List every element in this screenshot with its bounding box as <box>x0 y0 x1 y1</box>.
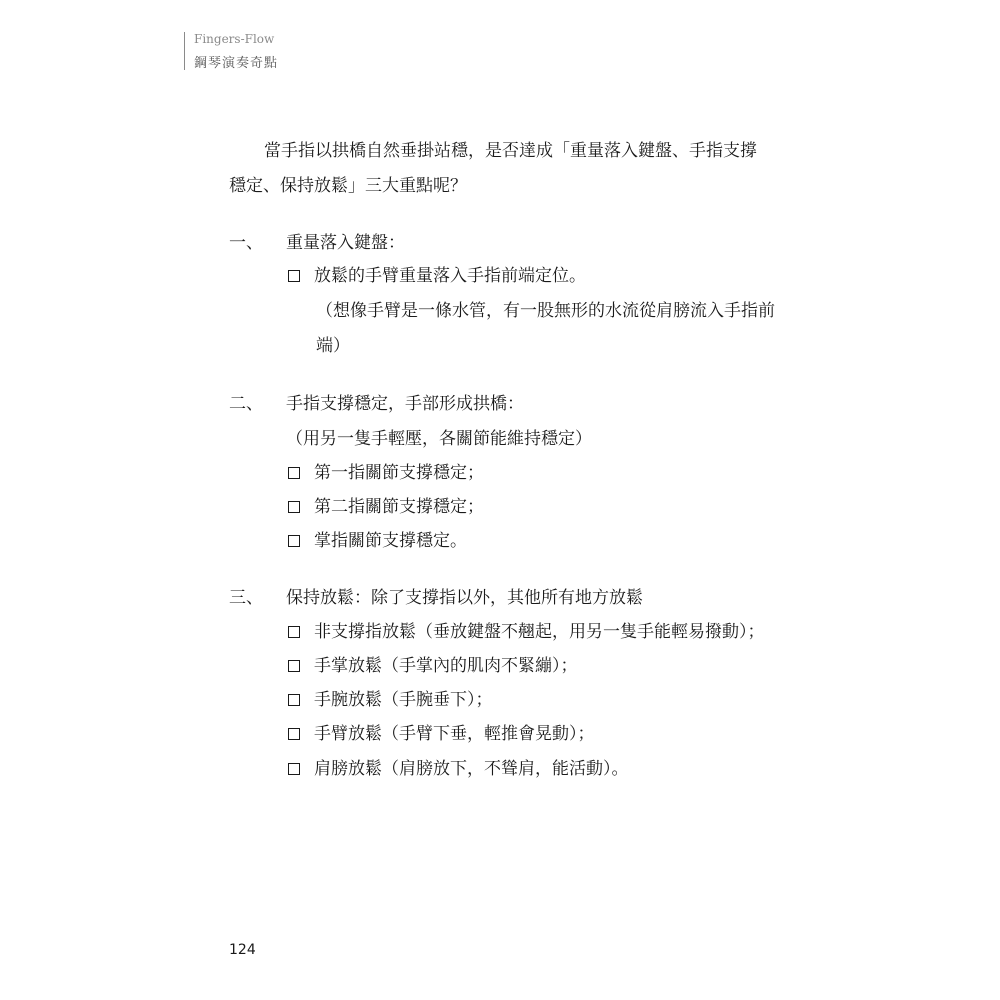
section-1-note-line-1: （想像手臂是一條水管，有一股無形的水流從肩膀流入手指前 <box>316 301 775 321</box>
section-2-item: 掌指關節支撐穩定。 <box>314 531 467 551</box>
checkbox-icon <box>288 660 300 672</box>
checkbox-icon <box>288 467 300 479</box>
header-rule <box>184 32 185 70</box>
section-2-number: 二、 <box>229 394 263 414</box>
checkbox-icon <box>288 501 300 513</box>
section-3-number: 三、 <box>229 588 263 608</box>
checkbox-icon <box>288 694 300 706</box>
section-3-item: 手腕放鬆（手腕垂下）； <box>314 690 493 710</box>
checkbox-icon <box>288 535 300 547</box>
book-subtitle: 鋼琴演奏奇點 <box>194 56 279 71</box>
section-2-heading: 手指支撐穩定，手部形成拱橋： <box>286 394 524 414</box>
checkbox-icon <box>288 270 300 282</box>
section-3-heading: 保持放鬆：除了支撐指以外，其他所有地方放鬆 <box>286 588 643 608</box>
section-2-note: （用另一隻手輕壓，各關節能維持穩定） <box>286 429 592 449</box>
section-3-item: 肩膀放鬆（肩膀放下，不聳肩，能活動）。 <box>314 759 629 779</box>
checkbox-icon <box>288 728 300 740</box>
checkbox-icon <box>288 626 300 638</box>
section-3-item: 手掌放鬆（手掌內的肌肉不緊繃）； <box>314 656 578 676</box>
book-title: Fingers-Flow <box>194 32 275 46</box>
section-2-item: 第二指關節支撐穩定； <box>314 497 484 517</box>
checkbox-icon <box>288 763 300 775</box>
section-2-item: 第一指關節支撐穩定； <box>314 463 484 483</box>
page-number: 124 <box>229 942 256 958</box>
intro-line-1: 當手指以拱橋自然垂掛站穩，是否達成「重量落入鍵盤、手指支撐 <box>264 141 757 161</box>
section-3-item: 手臂放鬆（手臂下垂，輕推會晃動）； <box>314 724 595 744</box>
intro-line-2: 穩定、保持放鬆」三大重點呢？ <box>229 176 467 196</box>
section-1-item: 放鬆的手臂重量落入手指前端定位。 <box>314 266 586 286</box>
section-1-heading: 重量落入鍵盤： <box>286 233 405 253</box>
section-1-number: 一、 <box>229 233 263 253</box>
section-1-note-line-2: 端） <box>316 336 350 356</box>
section-3-item: 非支撐指放鬆（垂放鍵盤不翹起，用另一隻手能輕易撥動）； <box>314 622 765 642</box>
